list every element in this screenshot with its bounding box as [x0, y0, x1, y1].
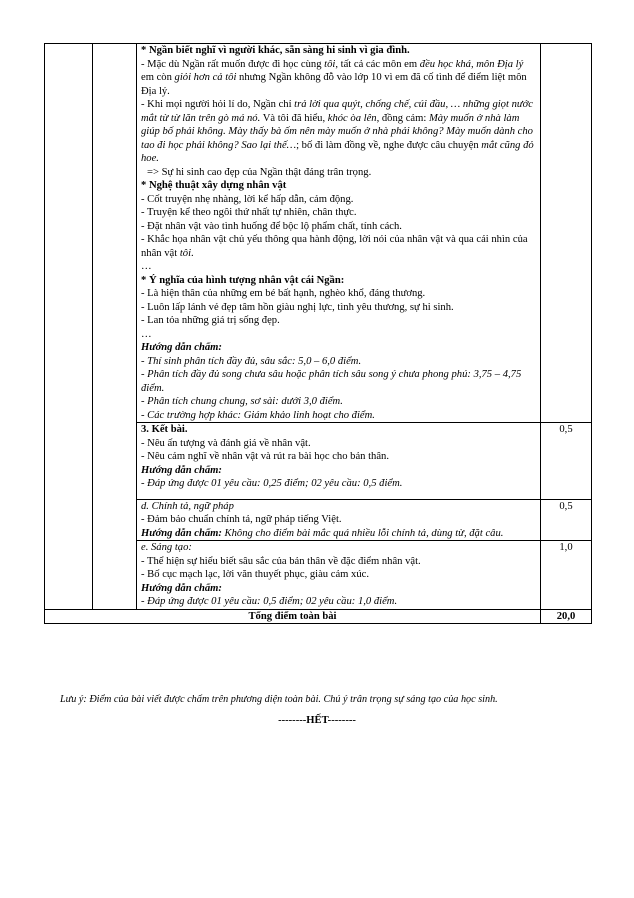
conclusion-line: => Sự hi sinh cao đẹp của Ngần thật đáng trân trọng.	[147, 166, 372, 178]
list-item: - Thể hiện sự hiểu biết sâu sắc của bản thân về đặc điểm nhân vật.	[141, 555, 421, 567]
section-heading: * Nghệ thuật xây dựng nhân vật	[141, 180, 287, 191]
empty-cell	[93, 44, 137, 610]
total-label: Tổng điểm toàn bài	[45, 609, 541, 624]
guide-line: Hướng dẫn chấm: Không cho điểm bài mắc quá nhiều lỗi chính tả, dùng từ, đặt câu.	[141, 527, 504, 539]
total-score: 20,0	[541, 609, 592, 624]
list-item: - Cốt truyện nhẹ nhàng, lời kể hấp dẫn, cảm động.	[141, 193, 354, 205]
ellipsis: …	[141, 328, 152, 340]
guide-item: - Đáp ứng được 01 yêu cầu: 0,5 điểm; 02 yêu cầu: 1,0 điểm.	[141, 596, 398, 607]
list-item: - Nêu ấn tượng và đánh giá về nhân vật.	[141, 437, 311, 449]
guide-heading: Hướng dẫn chấm:	[141, 582, 222, 594]
list-item: - Luôn lấp lánh vẻ đẹp tâm hồn giàu nghị lực, tình yêu thương, sự hi sinh.	[141, 301, 454, 313]
list-item: - Lan tỏa những giá trị sống đẹp.	[141, 315, 280, 326]
paragraph: - Khi mọi người hỏi lí do, Ngần chỉ trả lời qua quýt, chống chế, cúi đầu, … những giọt nước mắt từ từ lăn trên gò má nó. Và tôi đã hiểu, khóc òa lên, đồng cảm: Mày muốn ở nhà làm giúp bố phải không. Mày thấy bà ốm nên mày muốn ở nhà phải không? Mày muốn dành cho tao đi học phải không? Sao lại thế…; bố đi làm đồng về, nghe được câu chuyện mắt cũng đỏ hoe.	[141, 99, 534, 164]
guide-item: - Đáp ứng được 01 yêu cầu: 0,25 điểm; 02 yêu cầu: 0,5 điểm.	[141, 478, 403, 489]
list-item: - Khắc họa nhân vật chủ yếu thông qua hành động, lời nói của nhân vật và qua cái nhìn của nhân vật tôi.	[141, 234, 528, 259]
content-cell	[137, 499, 541, 541]
list-item: - Truyện kể theo ngôi thứ nhất tự nhiên, chân thực.	[141, 207, 357, 218]
guide-item: - Phân tích chung chung, sơ sài: dưới 3,0 điểm.	[141, 396, 343, 407]
guide-item: - Phân tích đầy đủ song chưa sâu hoặc phân tích sâu song ý chưa phong phú: 3,75 – 4,75 điểm.	[141, 369, 522, 394]
section-heading: 3. Kết bài.	[141, 424, 188, 435]
ellipsis: …	[141, 261, 152, 272]
content-cell	[137, 423, 541, 500]
list-item: - Đặt nhân vật vào tình huống để bộc lộ phẩm chất, tính cách.	[141, 220, 402, 232]
content-cell	[137, 541, 541, 610]
guide-heading: Hướng dẫn chấm:	[141, 464, 222, 476]
section-heading: * Ý nghĩa của hình tượng nhân vật cái Ngần:	[141, 274, 345, 286]
scoring-table	[44, 43, 592, 624]
guide-item: - Các trường hợp khác: Giám khảo linh hoạt cho điểm.	[141, 409, 375, 421]
score-cell: 0,5	[541, 423, 592, 500]
score-cell: 1,0	[541, 541, 592, 610]
guide-item: - Thí sinh phân tích đầy đủ, sâu sắc: 5,0 – 6,0 điểm.	[141, 355, 362, 367]
paragraph: - Mặc dù Ngần rất muốn được đi học cùng tôi, tất cả các môn em đều học khá, môn Địa lý em còn giỏi hơn cả tôi nhưng Ngần không đỗ vào lớp 10 vì em đã cố tình để điểm liệt môn Địa lý.	[141, 58, 527, 97]
section-heading: e. Sáng tạo:	[141, 542, 192, 553]
section-heading: * Ngần biết nghĩ vì người khác, sẵn sàng hi sinh vì gia đình.	[141, 45, 410, 56]
content-cell	[137, 44, 541, 423]
table-row-main	[45, 44, 592, 423]
section-heading: d. Chính tả, ngữ pháp	[141, 500, 234, 512]
list-item: - Nêu cảm nghĩ về nhân vật và rút ra bài học cho bản thân.	[141, 451, 389, 462]
table-row-total	[45, 609, 592, 624]
list-item: - Bố cục mạch lạc, lời văn thuyết phục, giàu cảm xúc.	[141, 569, 369, 580]
list-item: - Là hiện thân của những em bé bất hạnh, nghèo khổ, đáng thương.	[141, 288, 426, 299]
guide-heading: Hướng dẫn chấm:	[141, 342, 222, 353]
footnote: Lưu ý: Điểm của bài viết được chấm trên phương diện toàn bài. Chú ý trân trọng sự sáng tạo của học sinh.	[60, 694, 498, 705]
list-item: - Đảm bảo chuẩn chính tả, ngữ pháp tiếng Việt.	[141, 514, 342, 525]
end-marker: --------HẾT--------	[278, 715, 356, 726]
empty-cell	[45, 44, 93, 610]
score-cell	[541, 44, 592, 423]
score-cell: 0,5	[541, 499, 592, 541]
